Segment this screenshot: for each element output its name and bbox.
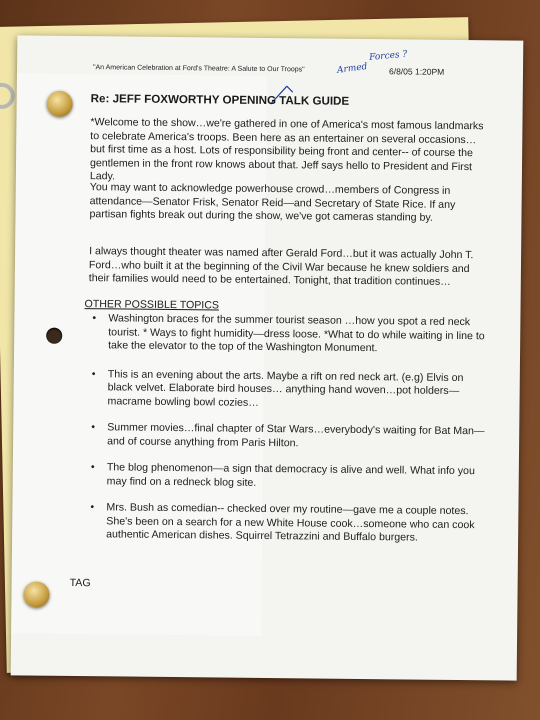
list-item: • Washington braces for the summer tourist season …how you spot a red neck tourist. * Ways to fight humidity—dress loose. *What to do while waiting in line to take the elevator to the top of the Washington Monument. [88,312,486,357]
list-item: • This is an evening about the arts. Maybe a rift on red neck art. (e.g) Elvis on black velvet. Elaborate bird houses… anything hand woven…pot holders—macrame bowling bowl cozies… [87,368,485,413]
brass-fastener-icon [23,581,49,607]
paragraph-crowd: You may want to acknowledge powerhouse crowd…members of Congress in attendance—Senator Frisk, Senator Reid—and Secretary of State Rice. If any partisan fights break out during the show, we've got cameras standing by. [89,181,456,224]
event-header: "An American Celebration at Ford's Theatre: A Salute to Our Troops" [92,64,305,74]
list-item: • The blog phenomenon—a sign that democracy is alive and well. What info you may find on a redneck blog site. [87,461,485,492]
punch-hole-icon [46,328,62,344]
handwritten-note-armed: Armed [336,61,368,76]
paragraph-welcome: *Welcome to the show…we're gathered in one of America's most famous landmarks to celebrate America's troops. Been here as an entertainer on several occasions…but first time as a host. Lots of responsibility being front and center-- of course the gentlemen in the front row knows about that. Jeff says hello to President and First Lady. [89,116,484,183]
topics-list [86,312,487,559]
document-page [11,35,524,680]
list-item: • Summer movies…final chapter of Star Wars…everybody's waiting for Bat Man—and of course anything from Paris Hilton. [87,421,485,452]
document-title: Re: JEFF FOXWORTHY OPENING TALK GUIDE [90,92,350,108]
topics-heading: OTHER POSSIBLE TOPICS [84,298,220,312]
handwritten-note-forces: Forces ? [368,49,408,64]
brass-fastener-icon [47,91,73,117]
date-stamp: 6/8/05 1:20PM [388,66,445,77]
binder-ring-icon [0,83,15,110]
closing-tag: TAG [69,576,91,590]
paragraph-theater-history: I always thought theater was named after Gerald Ford…but it was actually John T. Ford…who built it at the beginning of the Civil War because he knew soldiers and their families would need to be entertained. Tonight, that tradition continues… [88,245,474,288]
list-item: • Mrs. Bush as comedian-- checked over my routine—gave me a couple notes. She's been on a search for a new White House cook…someone who can cook authentic American dishes. Squirrel Tetrazzini and Buffalo burgers. [86,501,484,546]
